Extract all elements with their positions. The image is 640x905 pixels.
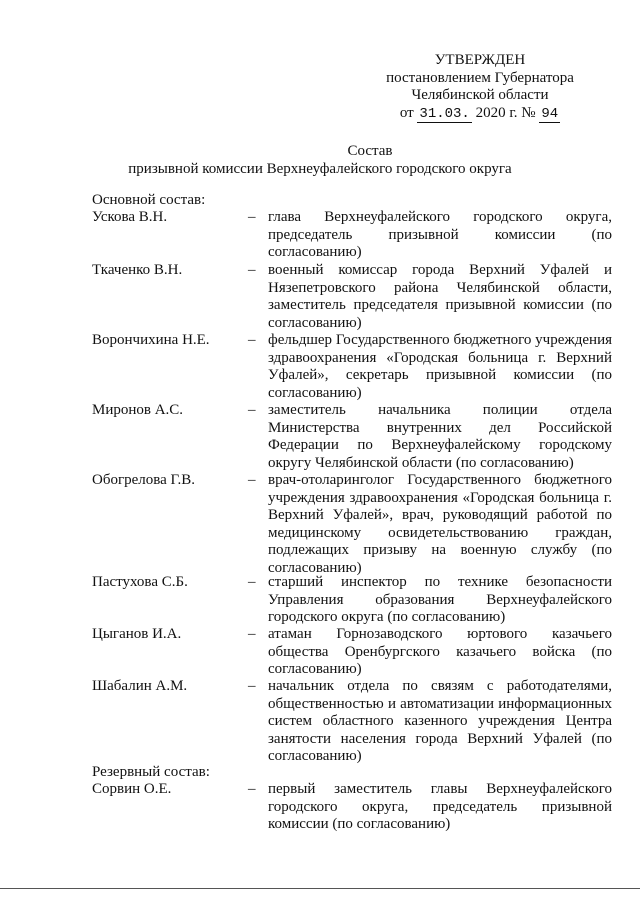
member-position: старший инспектор по технике безопасности Управления образования Верхнеуфалейского городского округа (по согласованию) xyxy=(268,574,612,625)
main-section-heading: Основной состав: xyxy=(92,192,206,208)
member-dash: – xyxy=(248,678,256,694)
member-position: заместитель начальника полиции отдела Министерства внутренних дел Российской Федерации по Верхнеуфалейскому городскому округу Челябинской области (по согласованию) xyxy=(268,402,612,471)
title-line-2: призывной комиссии Верхнеуфалейского городского округа xyxy=(128,160,512,177)
member-name: Ускова В.Н. xyxy=(92,209,168,225)
page-divider xyxy=(0,888,640,889)
member-dash: – xyxy=(248,209,256,225)
approval-from-label: от xyxy=(399,104,414,121)
member-dash: – xyxy=(248,262,256,278)
member-name: Ткаченко В.Н. xyxy=(92,262,183,278)
member-name: Обогрелова Г.В. xyxy=(92,472,196,488)
member-position: врач-отоларинголог Государственного бюджетного учреждения здравоохранения «Городская больница г. Верхний Уфалей», врач, руководящий работой по медицинскому освидетельствованию граждан, подлежащих призыву на военную службу (по согласованию) xyxy=(268,472,612,576)
reserve-section-heading: Резервный состав: xyxy=(92,764,210,780)
member-name: Сорвин О.Е. xyxy=(92,781,172,797)
member-name: Ворончихина Н.Е. xyxy=(92,332,210,348)
document-title xyxy=(0,143,640,178)
member-dash: – xyxy=(248,402,256,418)
member-position: фельдшер Государственного бюджетного учреждения здравоохранения «Городская больница г. Верхний Уфалей», секретарь призывной комиссии (по согласованию) xyxy=(268,332,612,401)
approval-date: 31.03. xyxy=(419,105,470,122)
member-position: атаман Горнозаводского юртового казачьего общества Оренбургского казачьего войска (по согласованию) xyxy=(268,626,612,677)
approval-date-line xyxy=(360,105,600,124)
member-name: Цыганов И.А. xyxy=(92,626,182,642)
approval-region: Челябинской области xyxy=(411,87,549,103)
member-position: военный комиссар города Верхний Уфалей и Нязепетровского района Челябинской области, заместитель председателя призывной комиссии (по согласованию) xyxy=(268,262,612,331)
member-dash: – xyxy=(248,781,256,797)
approval-stamp xyxy=(360,52,600,123)
member-position: начальник отдела по связям с работодателями, общественностью и автоматизации информационных систем областного казенного учреждения Центра занятости населения города Верхний Уфалей (по согласованию) xyxy=(268,678,612,764)
member-name: Миронов А.С. xyxy=(92,402,184,418)
approval-number: 94 xyxy=(541,105,559,122)
approval-title: УТВЕРЖДЕН xyxy=(434,52,526,68)
member-position: первый заместитель главы Верхнеуфалейского городского округа, председатель призывной комиссии (по согласованию) xyxy=(268,781,612,832)
member-dash: – xyxy=(248,332,256,348)
member-dash: – xyxy=(248,472,256,488)
member-position: глава Верхнеуфалейского городского округа, председатель призывной комиссии (по согласованию) xyxy=(268,209,612,260)
approval-by: постановлением Губернатора xyxy=(386,69,574,86)
title-line-1: Состав xyxy=(347,143,393,159)
approval-year-label: 2020 г. № xyxy=(475,104,536,121)
member-dash: – xyxy=(248,626,256,642)
member-name: Шабалин А.М. xyxy=(92,678,188,694)
member-name: Пастухова С.Б. xyxy=(92,574,188,590)
member-dash: – xyxy=(248,574,256,590)
